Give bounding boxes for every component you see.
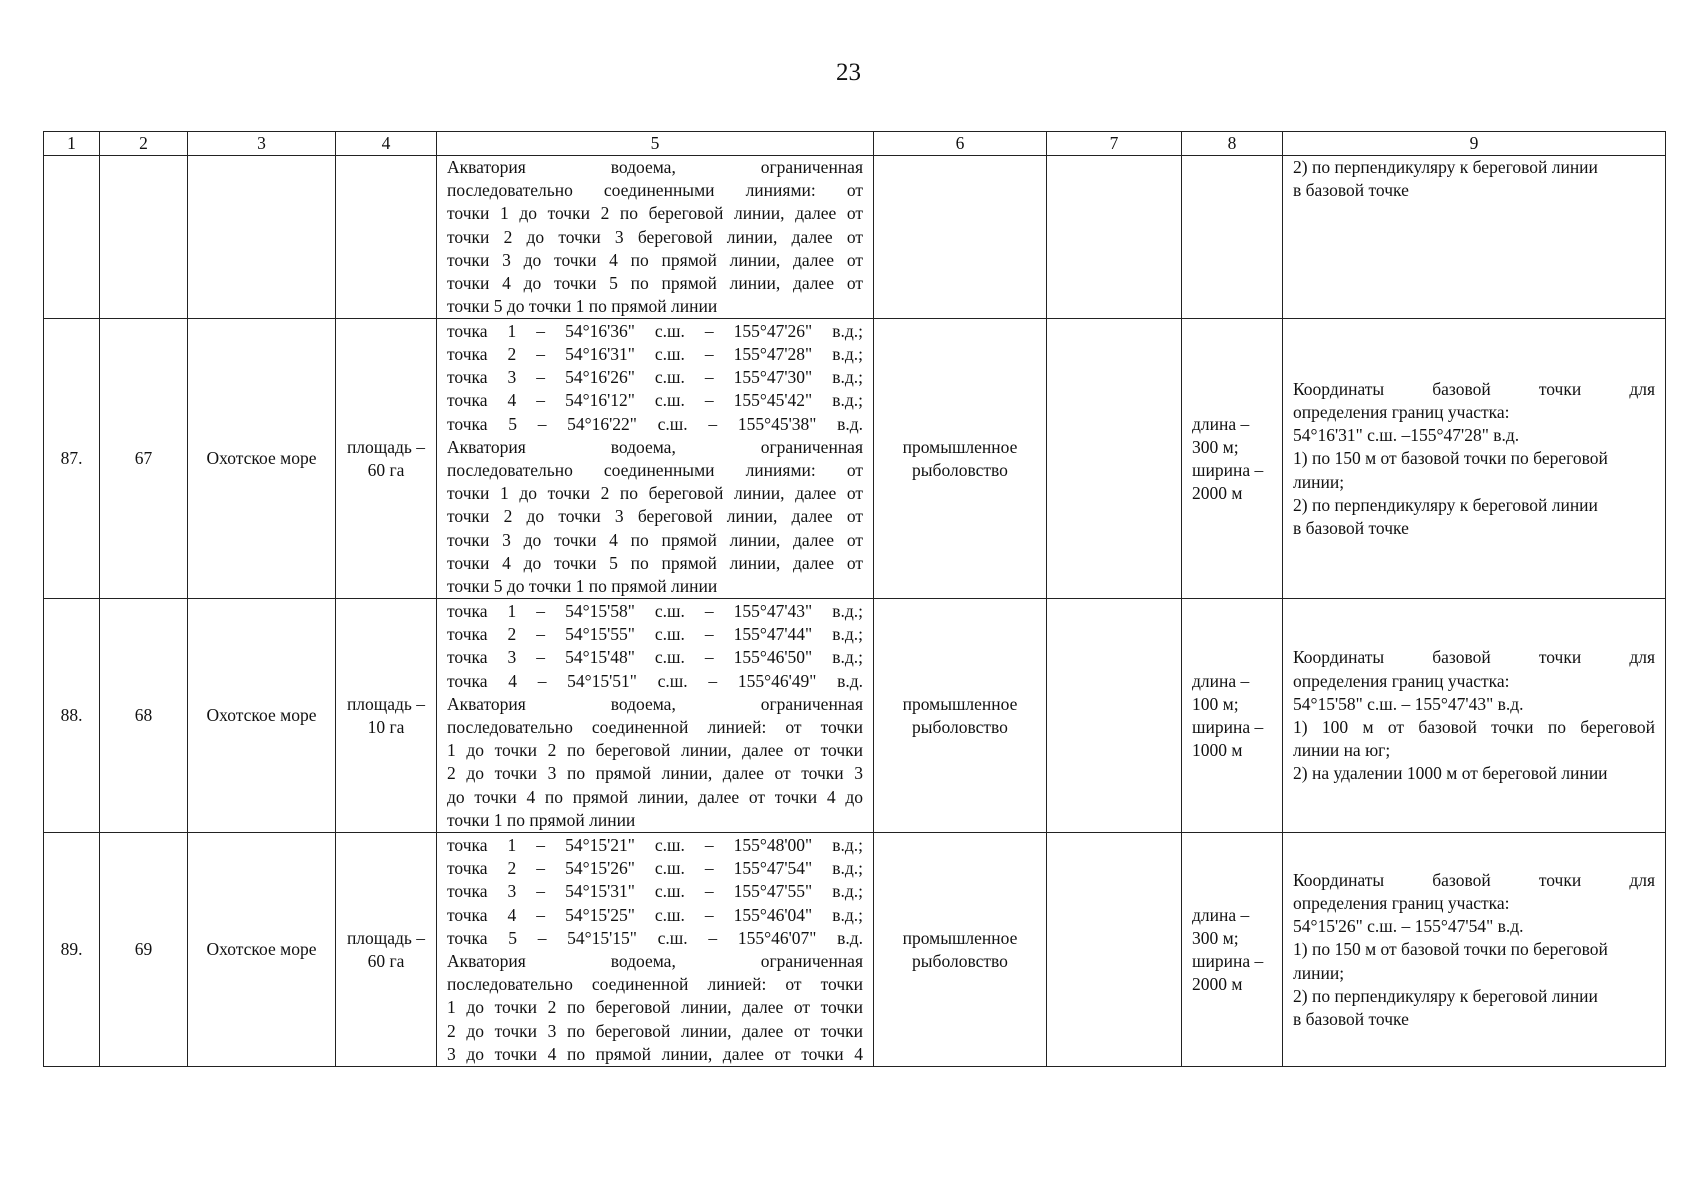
- water-body: Охотское море: [188, 833, 336, 1067]
- water-body: Охотское море: [188, 599, 336, 833]
- rules-line: 2) на удалении 1000 м от береговой линии: [1293, 763, 1608, 784]
- header-cell: 1: [44, 132, 100, 156]
- empty-cell: [1047, 833, 1182, 1067]
- rules-cell: [1283, 156, 1666, 319]
- description-line: 2 до точки 3 по береговой линии, далее от точки: [447, 1020, 863, 1041]
- description-line: точки 3 до точки 4 по прямой линии, далее от: [447, 529, 863, 550]
- rules-cell: [1283, 599, 1666, 833]
- rules-cell: [1283, 833, 1666, 1067]
- row-number: 88.: [44, 599, 100, 833]
- header-cell: 5: [437, 132, 874, 156]
- description-line: Акватория водоема, ограниченная: [447, 436, 863, 457]
- rules-line: 2) по перпендикуляру к береговой линии: [1293, 494, 1598, 515]
- empty-cell: [188, 156, 336, 319]
- plot-size: длина – 300 м; ширина – 2000 м: [1182, 319, 1283, 599]
- description-line: точки 2 до точки 3 береговой линии, далее от: [447, 506, 863, 527]
- description-line: точка 1 – 54°15'58" с.ш. – 155°47'43" в.д.;: [447, 600, 863, 621]
- description-line: точки 5 до точки 1 по прямой линии: [447, 296, 718, 317]
- header-cell: 9: [1283, 132, 1666, 156]
- rules-line: линии;: [1293, 962, 1345, 983]
- description-line: точка 4 – 54°15'25" с.ш. – 155°46'04" в.д.;: [447, 904, 863, 925]
- header-cell: 6: [874, 132, 1047, 156]
- description-line: точка 3 – 54°16'26" с.ш. – 155°47'30" в.д.;: [447, 367, 863, 388]
- rules-line: в базовой точке: [1293, 1008, 1409, 1029]
- rules-line: Координаты базовой точки для: [1293, 378, 1655, 399]
- plot-area: площадь – 60 га: [336, 833, 437, 1067]
- header-cell: 7: [1047, 132, 1182, 156]
- rules-cell: [1283, 319, 1666, 599]
- description-line: точка 2 – 54°16'31" с.ш. – 155°47'28" в.д.;: [447, 343, 863, 364]
- description-line: точка 5 – 54°16'22" с.ш. – 155°45'38" в.д.: [447, 413, 863, 434]
- description-line: точки 1 до точки 2 по береговой линии, далее от: [447, 483, 863, 504]
- row-number: 87.: [44, 319, 100, 599]
- description-line: Акватория водоема, ограниченная: [447, 950, 863, 971]
- plot-number: 67: [100, 319, 188, 599]
- description-line: точки 4 до точки 5 по прямой линии, далее от: [447, 552, 863, 573]
- table-row: [44, 319, 1666, 599]
- plot-number: 69: [100, 833, 188, 1067]
- plot-area: площадь – 60 га: [336, 319, 437, 599]
- description-cell: [437, 319, 874, 599]
- empty-cell: [874, 156, 1047, 319]
- description-cell: [437, 156, 874, 319]
- rules-line: Координаты базовой точки для: [1293, 647, 1655, 668]
- plot-number: 68: [100, 599, 188, 833]
- description-line: 1 до точки 2 по береговой линии, далее от точки: [447, 997, 863, 1018]
- description-line: Акватория водоема, ограниченная: [447, 693, 863, 714]
- rules-line: линии;: [1293, 471, 1345, 492]
- empty-cell: [1182, 156, 1283, 319]
- rules-line: 1) 100 м от базовой точки по береговой: [1293, 716, 1655, 737]
- description-line: точка 4 – 54°16'12" с.ш. – 155°45'42" в.д.;: [447, 390, 863, 411]
- empty-cell: [1047, 156, 1182, 319]
- rules-line: в базовой точке: [1293, 517, 1409, 538]
- rules-line: 54°16'31" с.ш. –155°47'28" в.д.: [1293, 425, 1520, 446]
- plot-size: длина – 300 м; ширина – 2000 м: [1182, 833, 1283, 1067]
- fishing-purpose: промышленное рыболовство: [874, 833, 1047, 1067]
- empty-cell: [100, 156, 188, 319]
- plot-size: длина – 100 м; ширина – 1000 м: [1182, 599, 1283, 833]
- rules-line: Координаты базовой точки для: [1293, 869, 1655, 890]
- description-line: точка 4 – 54°15'51" с.ш. – 155°46'49" в.д.: [447, 670, 863, 691]
- header-cell: 4: [336, 132, 437, 156]
- description-line: точка 1 – 54°15'21" с.ш. – 155°48'00" в.д.;: [447, 834, 863, 855]
- description-line: точки 1 по прямой линии: [447, 809, 636, 830]
- rules-line: определения границ участка:: [1293, 892, 1510, 913]
- description-line: точка 1 – 54°16'36" с.ш. – 155°47'26" в.д.;: [447, 320, 863, 341]
- empty-cell: [336, 156, 437, 319]
- description-line: последовательно соединенной линией: от точки: [447, 974, 863, 995]
- rules-line: 2) по перпендикуляру к береговой линии: [1293, 157, 1598, 177]
- description-line: точка 2 – 54°15'55" с.ш. – 155°47'44" в.д.;: [447, 624, 863, 645]
- table-row: [44, 833, 1666, 1067]
- description-line: 1 до точки 2 по береговой линии, далее от точки: [447, 740, 863, 761]
- description-line: точки 2 до точки 3 береговой линии, далее от: [447, 226, 863, 247]
- rules-line: 54°15'58" с.ш. – 155°47'43" в.д.: [1293, 693, 1524, 714]
- description-line: до точки 4 по прямой линии, далее от точки 4 до: [447, 786, 863, 807]
- description-line: точка 3 – 54°15'31" с.ш. – 155°47'55" в.д.;: [447, 881, 863, 902]
- rules-line: определения границ участка:: [1293, 401, 1510, 422]
- empty-cell: [1047, 599, 1182, 833]
- description-line: точки 1 до точки 2 по береговой линии, далее от: [447, 203, 863, 224]
- rules-line: линии на юг;: [1293, 740, 1391, 761]
- description-line: точка 3 – 54°15'48" с.ш. – 155°46'50" в.д.;: [447, 647, 863, 668]
- rules-line: 1) по 150 м от базовой точки по береговой: [1293, 939, 1608, 960]
- description-line: точка 2 – 54°15'26" с.ш. – 155°47'54" в.д.;: [447, 858, 863, 879]
- empty-cell: [1047, 319, 1182, 599]
- description-line: точки 3 до точки 4 по прямой линии, далее от: [447, 249, 863, 270]
- table-row: [44, 599, 1666, 833]
- empty-cell: [44, 156, 100, 319]
- description-line: последовательно соединенными линиями: от: [447, 459, 863, 480]
- rules-line: 1) по 150 м от базовой точки по береговой: [1293, 448, 1608, 469]
- description-line: 2 до точки 3 по прямой линии, далее от точки 3: [447, 763, 863, 784]
- description-line: 3 до точки 4 по прямой линии, далее от точки 4: [447, 1043, 863, 1064]
- fishing-purpose: промышленное рыболовство: [874, 319, 1047, 599]
- rules-line: в базовой точке: [1293, 180, 1409, 201]
- description-line: последовательно соединенной линией: от точки: [447, 716, 863, 737]
- header-cell: 8: [1182, 132, 1283, 156]
- plot-area: площадь – 10 га: [336, 599, 437, 833]
- water-body: Охотское море: [188, 319, 336, 599]
- description-cell: [437, 833, 874, 1067]
- description-line: Акватория водоема, ограниченная: [447, 157, 863, 177]
- fishing-plots-table: [43, 131, 1666, 1067]
- description-line: последовательно соединенными линиями: от: [447, 180, 863, 201]
- page-number: 23: [836, 59, 861, 86]
- description-line: точка 5 – 54°15'15" с.ш. – 155°46'07" в.д.: [447, 927, 863, 948]
- rules-line: 2) по перпендикуляру к береговой линии: [1293, 985, 1598, 1006]
- fishing-purpose: промышленное рыболовство: [874, 599, 1047, 833]
- header-row: [44, 132, 1666, 156]
- continuation-row: [44, 156, 1666, 319]
- description-cell: [437, 599, 874, 833]
- header-cell: 2: [100, 132, 188, 156]
- header-cell: 3: [188, 132, 336, 156]
- rules-line: 54°15'26" с.ш. – 155°47'54" в.д.: [1293, 916, 1524, 937]
- description-line: точки 5 до точки 1 по прямой линии: [447, 575, 718, 596]
- description-line: точки 4 до точки 5 по прямой линии, далее от: [447, 273, 863, 294]
- row-number: 89.: [44, 833, 100, 1067]
- rules-line: определения границ участка:: [1293, 670, 1510, 691]
